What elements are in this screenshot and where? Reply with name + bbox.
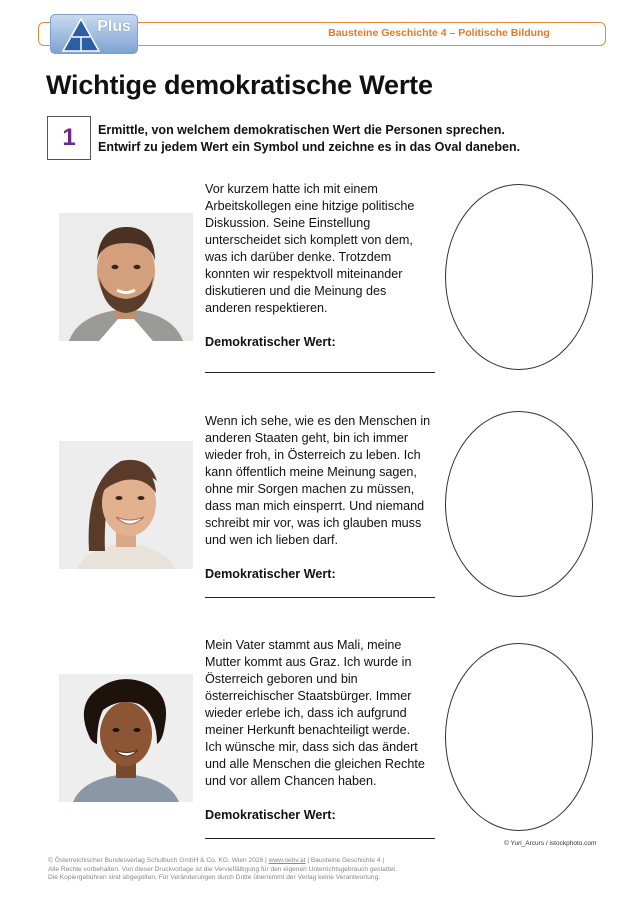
quote-line: diskutieren und die Meinung des [205,284,387,298]
footer-line-3: Die Kopiergebühren sind abgegolten. Für Veränderungen durch Dritte übernimmt der Verlag keine Verantwortung. [48,874,381,882]
quote-line: wieder froh, in Österreich zu leben. Ich [205,448,421,462]
answer-line-3[interactable] [205,838,435,839]
instruction-line-2: Entwirf zu jedem Wert ein Symbol und zeichne es in das Oval daneben. [98,140,521,154]
symbol-drawing-oval-2[interactable] [445,411,593,597]
quote-line: und alle Menschen die gleichen Rechte [205,757,425,771]
quote-line: meiner Herkunft benachteiligt werde. [205,723,411,737]
quote-line: Diskussion. Seine Einstellung [205,216,371,230]
quote-text-3 [205,637,445,790]
quote-line: österreichischer Staatsbürger. Immer [205,689,412,703]
quote-line: Österreich geboren und bin [205,672,358,686]
symbol-drawing-oval-1[interactable] [445,184,593,370]
quote-line: und vor allem Chancen haben. [205,774,377,788]
publisher-link[interactable]: www.oebv.at [268,857,306,864]
value-label-2: Demokratischer Wert: [205,567,336,581]
task-number: 1 [47,116,91,160]
quote-line: unterscheidet sich komplett von dem, [205,233,413,247]
page-title: Wichtige demokratische Werte [46,70,433,100]
quote-line: Vor kurzem hatte ich mit einem [205,182,378,196]
quote-line: Mutter kommt aus Graz. Ich wurde in [205,655,412,669]
logo-text: Plus [97,18,131,35]
quote-line: wieder erlebe ich, dass ich aufgrund [205,706,407,720]
footer-line-2: Alle Rechte vorbehalten. Von dieser Druckvorlage ist die Vervielfältigung für den eigenen Unterrichtsgebrauch gestattet. [48,865,397,873]
answer-line-2[interactable] [205,597,435,598]
triangle-logo-icon [61,17,101,53]
quote-line: Arbeitskollegen eine hitzige politische [205,199,415,213]
quote-text-2 [205,413,445,549]
quote-line: konnten wir respektvoll miteinander [205,267,403,281]
symbol-drawing-oval-3[interactable] [445,643,593,831]
quote-line: was ich darüber denke. Trotzdem [205,250,392,264]
quote-line: kann öffentlich meine Meinung sagen, [205,465,417,479]
quote-line: ohne mir Sorgen machen zu müssen, [205,482,415,496]
quote-line: anderen respektieren. [205,301,328,315]
portrait-photo-man-curly-hair [59,674,193,802]
series-title: Bausteine Geschichte 4 – Politische Bildung [328,27,550,39]
quote-text-1 [205,181,445,317]
quote-line: Wenn ich sehe, wie es den Menschen in [205,414,431,428]
answer-line-1[interactable] [205,372,435,373]
footer-copyright [48,857,468,883]
photo-credit: © Yuri_Arcurs / istockphoto.com [504,840,597,847]
portrait-photo-woman-smiling [59,441,193,569]
quote-line: Mein Vater stammt aus Mali, meine [205,638,402,652]
footer-book: | Bausteine Geschichte 4 | [305,857,385,864]
value-label-3: Demokratischer Wert: [205,808,336,822]
quote-line: und wen ich lieben darf. [205,533,339,547]
task-instructions [98,122,520,156]
portrait-photo-man-bearded [59,213,193,341]
quote-line: anderen Staaten geht, bin ich immer [205,431,409,445]
quote-line: dass man mich einsperrt. Und niemand [205,499,425,513]
footer-publisher: © Österreichischer Bundesverlag Schulbuch GmbH & Co. KG, Wien 2026 | [48,857,269,864]
footer-line-1 [48,857,468,866]
publisher-logo [50,14,138,54]
quote-line: schreibt mir vor, was ich glauben muss [205,516,422,530]
instruction-line-1: Ermittle, von welchem demokratischen Wert die Personen sprechen. [98,123,505,137]
value-label-1: Demokratischer Wert: [205,335,336,349]
quote-line: Ich wünsche mir, dass sich das ändert [205,740,418,754]
